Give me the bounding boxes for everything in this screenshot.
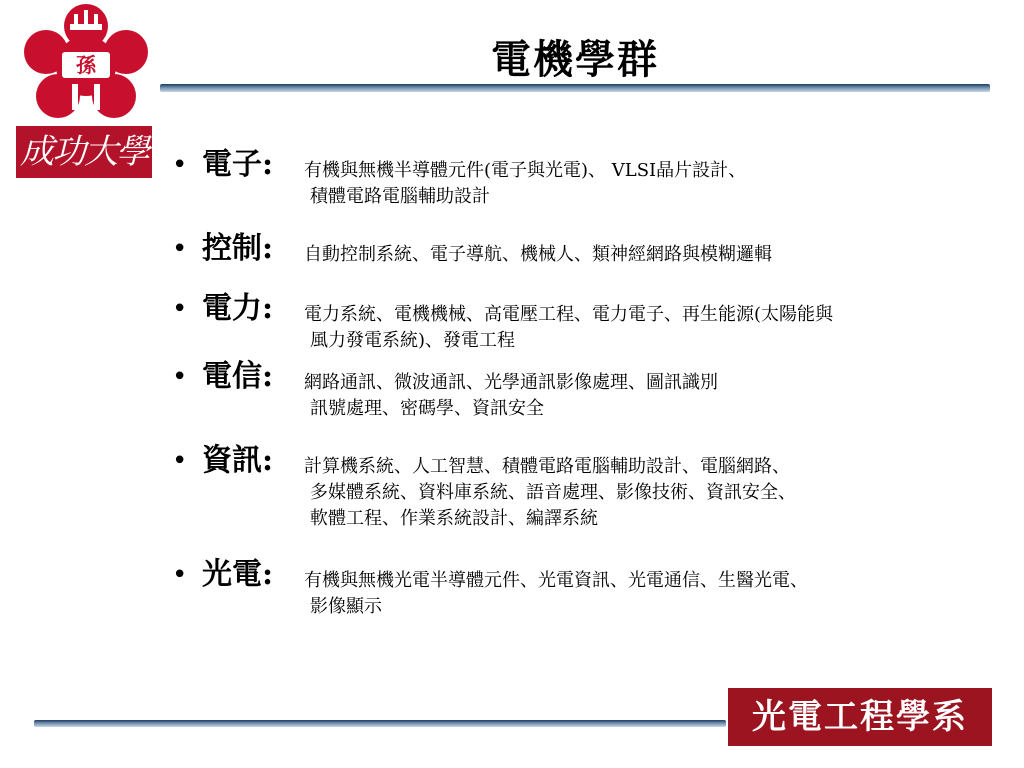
topic-heading: 資訊: [202,443,274,478]
topic-heading: 光電: [202,557,274,592]
top-divider [160,84,990,92]
topic-description [304,302,833,354]
topic-description [304,454,796,532]
emblem-mark: 孫 [76,53,96,77]
bullet-icon: • [172,446,188,476]
department-label: 光電工程學系 [728,688,992,746]
topic-heading: 控制: [202,231,274,266]
description-line: 多媒體系統、資料庫系統、語音處理、影像技術、資訊安全、 [310,482,796,503]
bullet-icon: • [172,560,188,590]
university-script-logo: 成功大學 [16,126,152,178]
topic-heading: 電力: [202,291,274,326]
university-emblem [22,4,150,122]
bottom-divider [34,720,726,727]
description-line: 電力系統、電機機械、高電壓工程、電力電子、再生能源(太陽能與 [304,304,834,325]
description-line: 影像顯示 [310,596,382,617]
description-line: 計算機系統、人工智慧、積體電路電腦輔助設計、電腦網路、 [304,456,790,477]
description-line: 自動控制系統、電子導航、機械人、類神經網路與模糊邏輯 [304,244,772,265]
topic-heading: 電子: [202,147,274,182]
page-title: 電機學群 [491,36,659,83]
topic-heading: 電信: [202,359,274,394]
topic-description [304,370,718,422]
topic-description [304,242,772,268]
bullet-icon: • [172,150,188,180]
description-line: 有機與無機光電半導體元件、光電資訊、光電通信、生醫光電、 [304,570,808,591]
topic-description [304,568,808,620]
description-line: 風力發電系統)、發電工程 [310,330,516,351]
description-line: 網路通訊、微波通訊、光學通訊影像處理、圖訊識別 [304,372,718,393]
description-line: 軟體工程、作業系統設計、編譯系統 [310,508,598,529]
description-line: 有機與無機半導體元件(電子與光電)、 VLSI晶片設計、 [304,160,747,181]
topic-description [304,158,746,210]
bullet-icon: • [172,362,188,392]
description-line: 積體電路電腦輔助設計 [310,186,490,207]
description-line: 訊號處理、密碼學、資訊安全 [310,398,544,419]
bullet-icon: • [172,234,188,264]
bullet-icon: • [172,294,188,324]
